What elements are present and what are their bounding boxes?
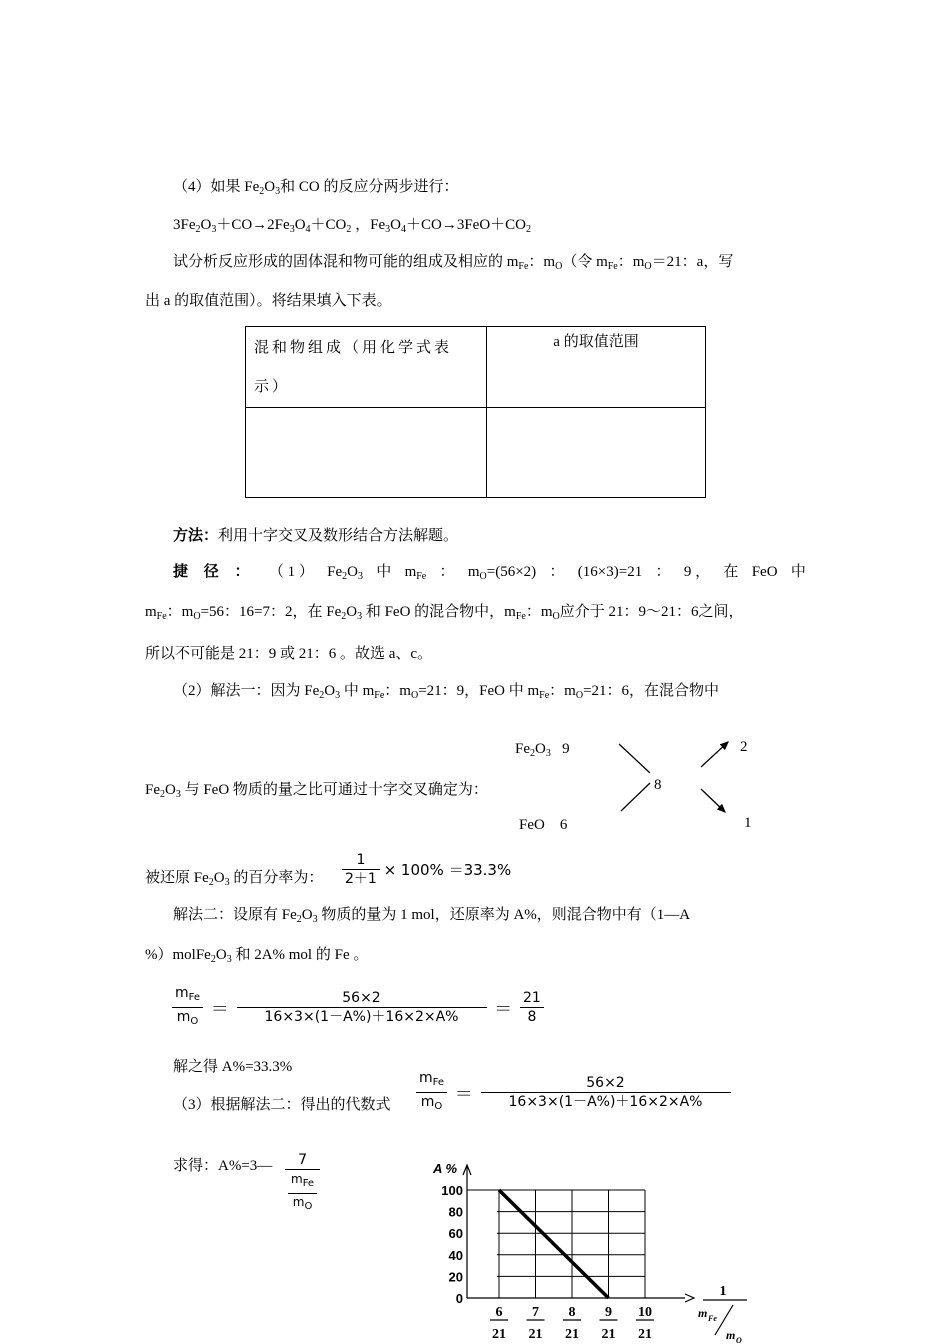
eq2-rhs-denominator: 16×3×(1－A%)＋16×2×A% bbox=[508, 1094, 703, 1110]
eq1-rhs-denominator: 8 bbox=[527, 1009, 537, 1025]
percent-label: 被还原 $Fe_2O_3$ 的百分率为： bbox=[145, 870, 324, 888]
part2-line: （2）解法一：因为 $Fe_2O_3$ 中 $m_{Fe}$：$m_O=21$：9，FeO 中 $m_{Fe}$：$m_O=21$：6，在混合物中 bbox=[173, 683, 720, 701]
x-axis-label-mfe: m bbox=[698, 1306, 708, 1320]
cross-out-bottom: 1 bbox=[744, 815, 752, 831]
eq2-rhs-numerator: 56×2 bbox=[481, 1074, 731, 1093]
x-axis-label-mo: m bbox=[726, 1328, 736, 1342]
x-tick-numerator: 7 bbox=[532, 1305, 539, 1320]
cross-center-value: 8 bbox=[654, 777, 662, 793]
reduction-chart bbox=[415, 1155, 760, 1344]
series-line-a-percent bbox=[499, 1190, 609, 1298]
x-tick-numerator: 10 bbox=[638, 1305, 652, 1320]
y-tick-label: 40 bbox=[448, 1247, 463, 1263]
solve-numerator: 7 bbox=[285, 1151, 320, 1170]
y-tick-label: 100 bbox=[441, 1183, 463, 1198]
part4-ask-line1: 试分析反应形成的固体混和物可能的组成及相应的 $m_{Fe}$：$m_O$（令 $m_{Fe}$：$m_O=21$：a，写 bbox=[173, 254, 734, 272]
x-tick-denominator: 21 bbox=[565, 1327, 579, 1342]
y-tick-label: 60 bbox=[448, 1226, 463, 1242]
table-header-composition: 混和物组成（用化学式表示） bbox=[246, 327, 487, 408]
x-axis-label-mfe-sub: Fe bbox=[708, 1314, 717, 1323]
shortcut-label: 捷 径 ： bbox=[173, 564, 256, 580]
method2-line1: 解法二：设原有 $Fe_2O_3$ 物质的量为 1 mol，还原率为 A%，则混合物中有（1—A bbox=[173, 907, 691, 925]
eq1-mid-denominator: 16×3×(1－A%)＋16×2×A% bbox=[264, 1009, 459, 1025]
method2-line2: $\%)molFe_2O_3$ 和 2A% mol 的 Fe 。 bbox=[145, 947, 369, 965]
shortcut-line3: 所以不可能是 21：9 或 21：6 。故选 a、c。 bbox=[145, 646, 433, 662]
cross-description: $Fe_2O_3$ 与 FeO 物质的量之比可通过十字交叉确定为： bbox=[145, 782, 488, 800]
method2-result: 解之得 A%=33.3% bbox=[173, 1059, 293, 1075]
table-cell-range[interactable] bbox=[487, 408, 706, 498]
cross-diagram-lines bbox=[600, 735, 740, 825]
part3-line: （3）根据解法二：得出的代数式 bbox=[173, 1097, 391, 1113]
y-tick-label: 0 bbox=[455, 1291, 463, 1306]
y-tick-label: 80 bbox=[448, 1204, 463, 1220]
eq1-mid-numerator: 56×2 bbox=[237, 989, 487, 1008]
x-tick-denominator: 21 bbox=[601, 1327, 616, 1342]
table-header-range: a 的取值范围 bbox=[487, 327, 706, 408]
part4-ask-line2: 出 a 的取值范围）。将结果填入下表。 bbox=[145, 293, 392, 309]
percent-denominator: 2＋1 bbox=[345, 871, 377, 887]
percent-numerator: 1 bbox=[342, 851, 380, 870]
x-axis-label-numerator: 1 bbox=[719, 1284, 727, 1299]
y-tick-label: 20 bbox=[448, 1269, 463, 1285]
x-tick-denominator: 21 bbox=[492, 1327, 506, 1342]
cross-out-top: 2 bbox=[740, 739, 748, 755]
x-tick-numerator: 6 bbox=[495, 1305, 503, 1320]
method-label: 方法： bbox=[173, 528, 219, 544]
x-axis-arrow bbox=[685, 1294, 694, 1302]
y-axis-label: A % bbox=[433, 1161, 458, 1176]
shortcut-line2: $m_{Fe}$：$m_O=56$：16=7：2，在 $Fe_2O_3$ 和 FeO 的混合物中，$m_{Fe}$：$m_O$应介于 21：9～21：6之间， bbox=[145, 604, 744, 622]
percent-result: × 100% ＝33.3% bbox=[383, 861, 512, 879]
x-axis-label-mo-sub: O bbox=[736, 1336, 742, 1344]
method-text: 利用十字交叉及数形结合方法解题。 bbox=[218, 528, 459, 544]
x-tick-denominator: 21 bbox=[528, 1327, 543, 1342]
method-line bbox=[173, 526, 458, 546]
part4-intro: （4）如果 $Fe_2O_3$和 CO 的反应分两步进行： bbox=[173, 179, 459, 197]
eq1-rhs-numerator: 21 bbox=[520, 989, 544, 1008]
result-table bbox=[245, 326, 706, 498]
x-tick-numerator: 9 bbox=[605, 1305, 612, 1320]
equation-2: $\frac{m_{Fe}}{m_O}$ ＝ $\frac{56\times 2}{16\times 3\times(1-A\%)+16\times 2\times A\%}$ bbox=[416, 1069, 731, 1116]
percent-formula bbox=[342, 851, 511, 888]
part4-reactions: $3Fe_2O_3+CO\to 2Fe_3O_4+CO_2$ ，$Fe_3O_4+CO\to 3FeO+CO_2$ bbox=[173, 217, 531, 235]
table-cell-composition[interactable] bbox=[246, 408, 487, 498]
x-tick-denominator: 21 bbox=[638, 1327, 652, 1342]
solve-label: 求得：A%=3— bbox=[173, 1158, 273, 1174]
shortcut-line1: 捷 径 ： （ 1 ） $Fe_2O_3$ 中 $m_{Fe}$ ： $m_O=(56\times 2)$ ： (16×3)=21 ： 9 ， 在 FeO 中 bbox=[173, 564, 806, 582]
solve-fraction: $\frac{7}{\frac{m_{Fe}}{m_O}}$ bbox=[285, 1151, 320, 1215]
cross-top-label: $Fe_2O_3$ 9 bbox=[515, 741, 570, 759]
cross-bottom-label: FeO 6 bbox=[519, 817, 568, 833]
x-tick-numerator: 8 bbox=[568, 1305, 576, 1320]
equation-1: $\frac{m_{Fe}}{m_O}$ ＝ $\frac{56\times 2}{16\times 3\times(1-A\%)+16\times 2\times A\%}$ ＝ $\frac{21}{8}$ bbox=[172, 984, 544, 1031]
